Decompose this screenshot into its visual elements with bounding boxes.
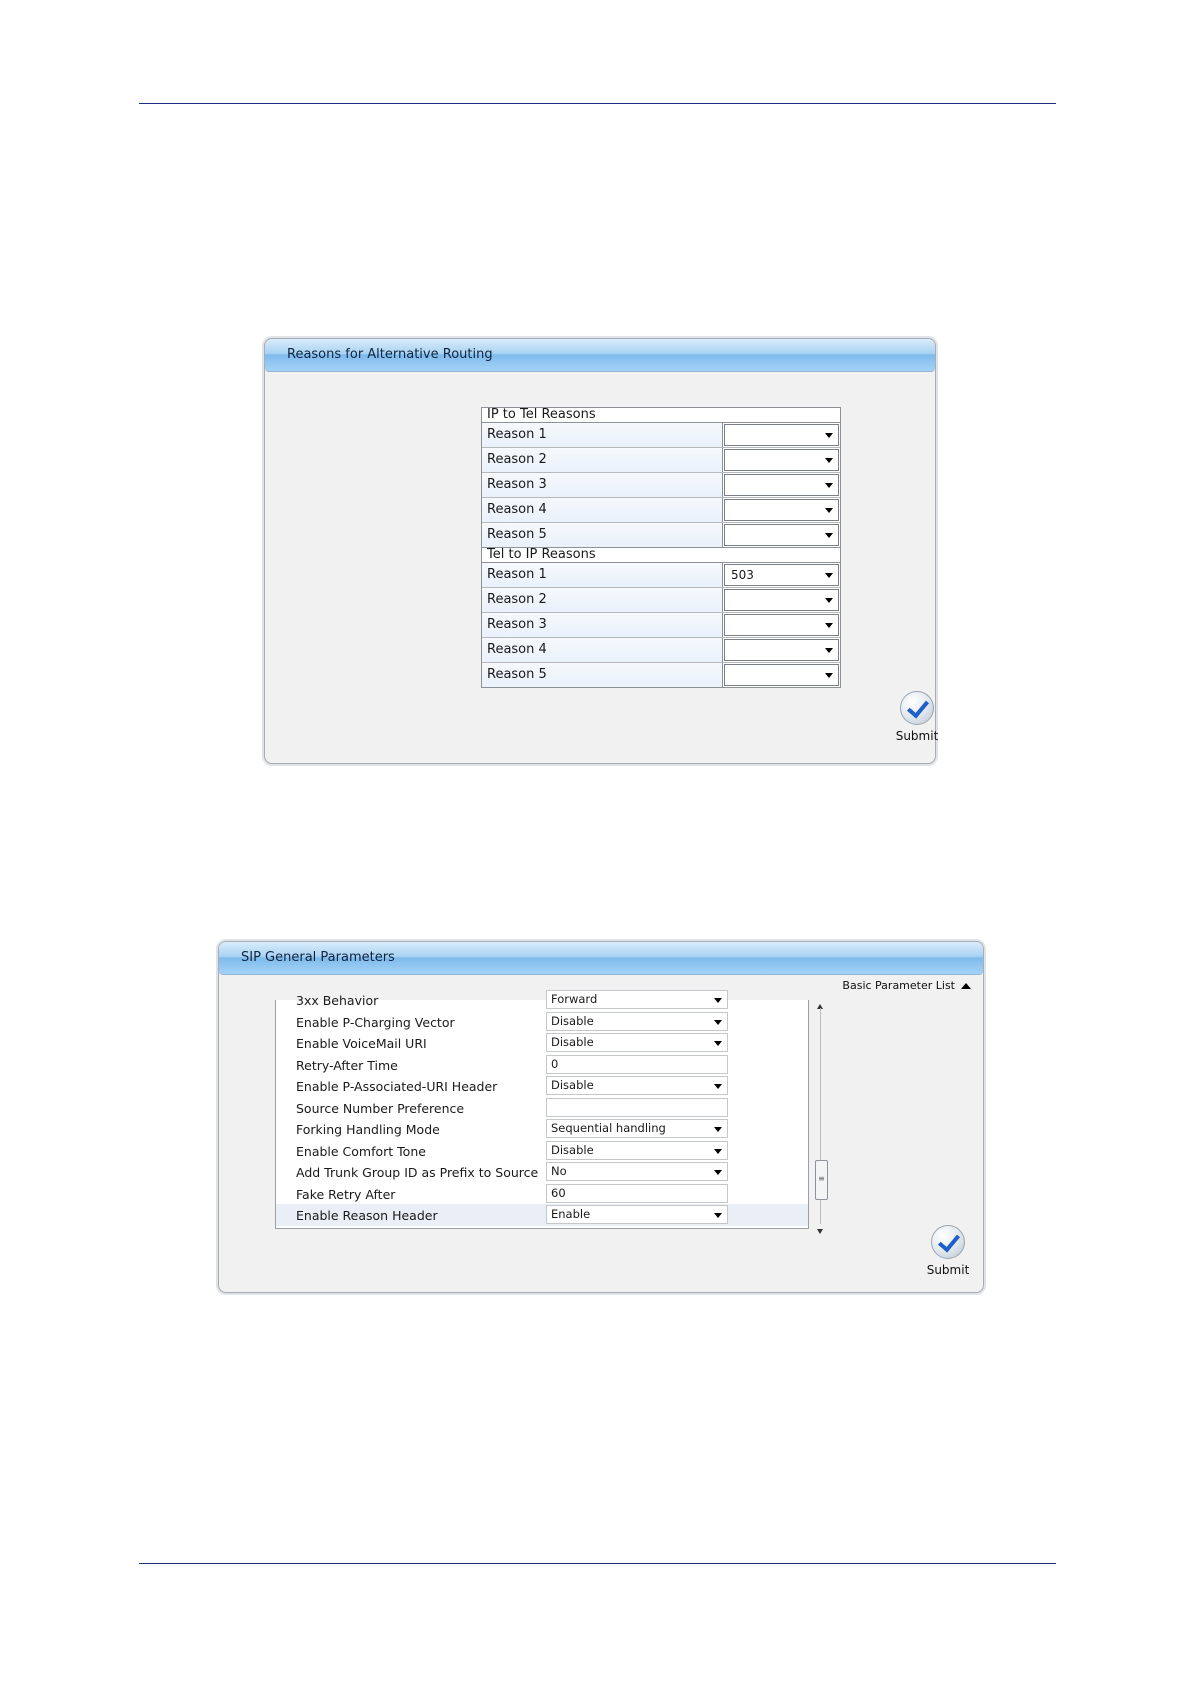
reason-row: [482, 613, 840, 638]
sip-param-row: [276, 1204, 808, 1226]
sip-param-label: Source Number Preference: [296, 1100, 465, 1116]
sip-param-select[interactable]: [546, 1033, 728, 1052]
sip-param-label: Enable Comfort Tone: [296, 1143, 426, 1159]
dropdown-arrow-icon: [825, 623, 833, 628]
dropdown-arrow-icon: [714, 1170, 722, 1175]
sip-param-select[interactable]: [546, 1076, 728, 1095]
sip-param-label: Forking Handling Mode: [296, 1122, 440, 1137]
sip-param-row: [276, 989, 808, 1011]
reason-label: Reason 1: [482, 563, 723, 587]
sip-param-value: 0: [551, 1056, 559, 1071]
checkmark-icon: [900, 691, 934, 725]
reason-row: [482, 563, 840, 588]
dropdown-arrow-icon: [825, 598, 833, 603]
reason-row: [482, 588, 840, 613]
sip-param-row: [276, 1140, 808, 1162]
dropdown-arrow-icon: [714, 1213, 722, 1218]
reason-value: 503: [731, 568, 754, 582]
sip-param-row: [276, 1011, 808, 1033]
sip-param-value: Enable: [551, 1207, 591, 1221]
dropdown-arrow-icon: [714, 1041, 722, 1046]
scroll-thumb[interactable]: ≡: [815, 1160, 828, 1200]
dropdown-arrow-icon: [825, 573, 833, 578]
reason-label: Reason 4: [482, 498, 723, 522]
reason-select[interactable]: [724, 639, 839, 661]
sip-param-select[interactable]: [546, 1205, 728, 1224]
sip-param-label: 3xx Behavior: [296, 993, 379, 1008]
reason-row: [482, 448, 840, 473]
dropdown-arrow-icon: [714, 1084, 722, 1089]
footer-rule: [139, 1563, 1056, 1564]
reason-select[interactable]: [724, 499, 839, 521]
sip-param-input[interactable]: [546, 1184, 728, 1203]
reason-label: Reason 5: [482, 663, 723, 687]
reason-label: Reason 4: [482, 638, 723, 662]
reason-select[interactable]: [724, 474, 839, 496]
reason-select[interactable]: [724, 524, 839, 546]
sip-param-select[interactable]: [546, 1162, 728, 1181]
sip-param-label: Enable P-Charging Vector: [296, 1014, 455, 1030]
submit-button[interactable]: [892, 691, 942, 743]
basic-parameter-list-label: Basic Parameter List: [842, 979, 955, 992]
sip-param-value: Disable: [551, 1142, 594, 1157]
sip-param-row: [276, 1161, 808, 1183]
reason-row: [482, 523, 840, 547]
panel-title: Reasons for Alternative Routing: [287, 347, 493, 362]
dropdown-arrow-icon: [825, 433, 833, 438]
reason-label: Reason 2: [482, 588, 723, 612]
tel-to-ip-header: Tel to IP Reasons: [482, 547, 840, 563]
sip-param-input[interactable]: [546, 1098, 728, 1117]
submit-label: Submit: [895, 729, 939, 743]
dropdown-arrow-icon: [714, 1127, 722, 1132]
sip-param-value: No: [551, 1164, 567, 1178]
reason-select[interactable]: [724, 614, 839, 636]
collapse-up-icon: [961, 983, 971, 989]
basic-parameter-list-link[interactable]: [842, 979, 971, 992]
reason-label: Reason 5: [482, 523, 723, 547]
checkmark-icon: [931, 1225, 965, 1259]
sip-param-value: 60: [551, 1185, 566, 1200]
sip-param-row: [276, 1054, 808, 1076]
dropdown-arrow-icon: [825, 648, 833, 653]
dropdown-arrow-icon: [825, 483, 833, 488]
reason-row: [482, 498, 840, 523]
sip-param-row: [276, 1032, 808, 1054]
dropdown-arrow-icon: [825, 673, 833, 678]
sip-param-select[interactable]: [546, 1012, 728, 1031]
sip-param-select[interactable]: [546, 1141, 728, 1160]
sip-param-row: [276, 1183, 808, 1205]
sip-param-label: Add Trunk Group ID as Prefix to Source: [296, 1165, 539, 1180]
sip-param-row: [276, 1097, 808, 1119]
sip-parameter-list[interactable]: [275, 992, 809, 1229]
dropdown-arrow-icon: [714, 998, 722, 1003]
sip-param-label: Enable Reason Header: [296, 1208, 438, 1223]
reason-row: [482, 473, 840, 498]
ip-to-tel-header: IP to Tel Reasons: [482, 408, 840, 423]
alt-routing-panel: [264, 338, 939, 764]
reasons-table: [481, 407, 841, 688]
reason-label: Reason 3: [482, 613, 723, 637]
sip-param-value: Disable: [551, 1078, 594, 1092]
panel-title: SIP General Parameters: [241, 950, 395, 965]
sip-param-select[interactable]: [546, 990, 728, 1009]
sip-param-label: Enable VoiceMail URI: [296, 1036, 427, 1051]
sip-param-input[interactable]: [546, 1055, 728, 1074]
dropdown-arrow-icon: [714, 1020, 722, 1025]
reason-label: Reason 3: [482, 473, 723, 497]
sip-param-value: Disable: [551, 1013, 594, 1028]
dropdown-arrow-icon: [825, 458, 833, 463]
sip-param-select[interactable]: [546, 1119, 728, 1138]
sip-param-value: Sequential handling: [551, 1121, 666, 1135]
submit-button[interactable]: [923, 1225, 973, 1277]
reason-select[interactable]: [724, 589, 839, 611]
sip-general-panel: [218, 941, 984, 1293]
reason-row: [482, 423, 840, 448]
vertical-scrollbar[interactable]: [815, 1000, 827, 1232]
reason-label: Reason 2: [482, 448, 723, 472]
reason-select[interactable]: [724, 564, 839, 586]
sip-param-value: Forward: [551, 992, 598, 1006]
sip-param-row: [276, 1118, 808, 1140]
submit-label: Submit: [926, 1263, 970, 1277]
dropdown-arrow-icon: [714, 1149, 722, 1154]
reason-row: [482, 638, 840, 663]
sip-param-label: Retry-After Time: [296, 1057, 398, 1073]
reason-select[interactable]: [724, 664, 839, 686]
alt-routing-panel-header: [265, 339, 935, 372]
sip-param-label: Enable P-Associated-URI Header: [296, 1079, 498, 1094]
sip-param-value: Disable: [551, 1035, 594, 1049]
dropdown-arrow-icon: [825, 533, 833, 538]
reason-row: [482, 663, 840, 687]
reason-select[interactable]: [724, 424, 839, 446]
sip-param-row: [276, 1075, 808, 1097]
reason-label: Reason 1: [482, 423, 723, 447]
sip-general-panel-header: [219, 942, 983, 975]
reason-select[interactable]: [724, 449, 839, 471]
sip-param-label: Fake Retry After: [296, 1186, 396, 1202]
scroll-down-icon[interactable]: [817, 1229, 823, 1234]
header-rule: [139, 103, 1056, 104]
dropdown-arrow-icon: [825, 508, 833, 513]
